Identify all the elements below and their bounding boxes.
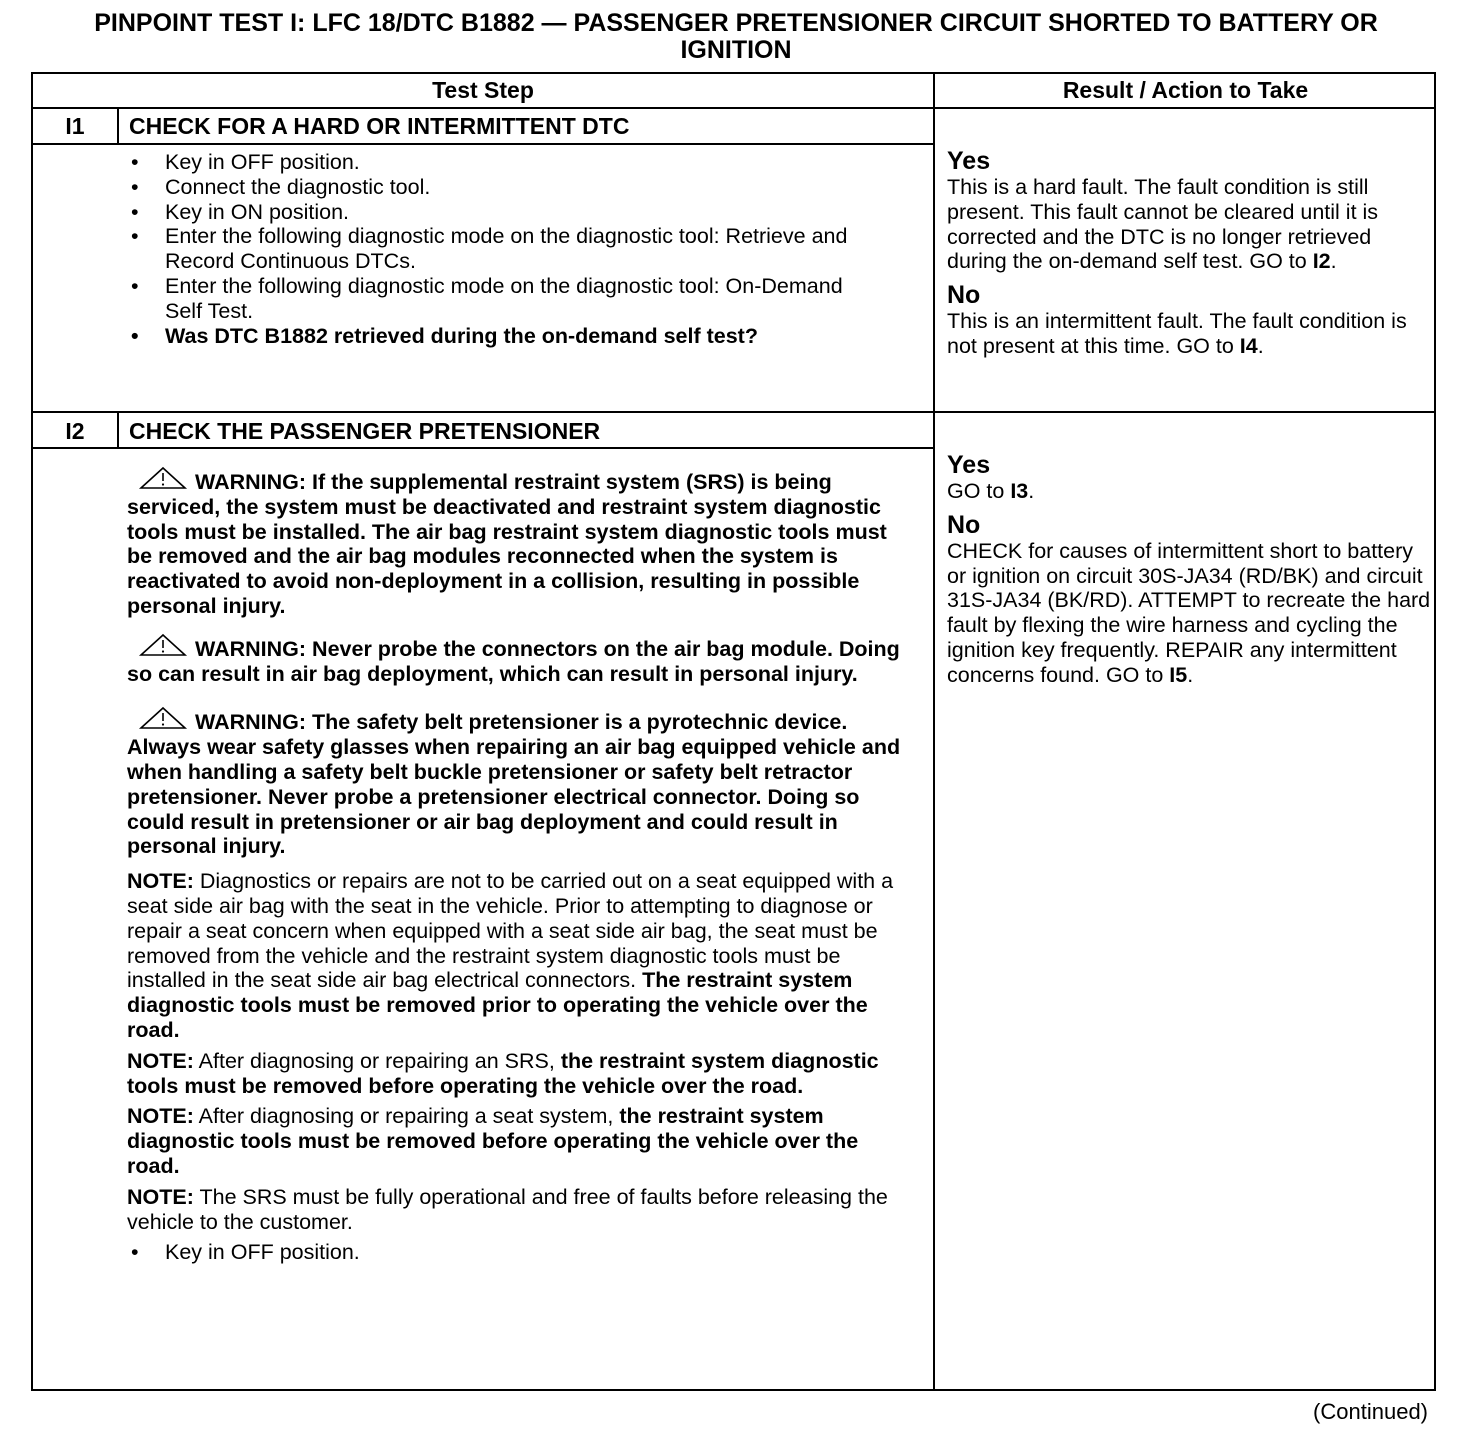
step-i1-yes-action: This is a hard fault. The fault condition is still present. This fault cannot be cleared until it is corrected and the DTC is no longer retrieved during the on-demand self test. GO to	[947, 175, 1379, 274]
step-i1-yes-target: I2	[1312, 249, 1331, 274]
step-i1-title: CHECK FOR A HARD OR INTERMITTENT DTC	[129, 113, 630, 139]
step-i1-result	[947, 148, 1431, 359]
warning-connectors	[127, 633, 903, 687]
step-i1-no-target: I4	[1239, 333, 1258, 358]
step-i2-no-text: CHECK for causes of intermittent short to battery or ignition on circuit 30S-JA34 (RD/BK) and circuit 31S-JA34 (BK/RD). ATTEMPT to recreate the hard fault by flexing the wire harness and cycling the ignition key frequently. REPAIR any intermittent concerns found. GO to I5.	[947, 538, 1431, 687]
note-text: Diagnostics or repairs are not to be carried out on a seat equipped with a seat side air bag with the seat in the vehicle. Prior to attempting to diagnose or repair a seat concern when equipped with a seat side air bag, the seat must be removed from the vehicle and the restraint system diagnostic tools must be installed in the seat side air bag electrical connectors.	[127, 869, 894, 993]
note-seat-repair	[127, 1104, 903, 1178]
note-text: After diagnosing or repairing an SRS,	[193, 1048, 561, 1073]
note-srs-operational	[127, 1185, 903, 1235]
step-i2-body	[127, 466, 903, 1265]
warning-srs-text: WARNING: If the supplemental restraint system (SRS) is being serviced, the system must be deactivated and restraint system diagnostic tools must be installed. The air bag restraint system diagnostic tools must be removed and the air bag modules reconnected when the system is reactivated to avoid non-deployment in a collision, resulting in possible personal injury.	[127, 470, 887, 618]
warning-triangle-icon	[137, 466, 189, 490]
warning-triangle-icon	[137, 633, 189, 657]
note-text: After diagnosing or repairing a seat system,	[193, 1104, 620, 1129]
note-srs-repair	[127, 1049, 903, 1099]
step-i1-bullet: • Key in ON position.	[127, 200, 917, 225]
column-divider	[933, 72, 935, 1391]
step-i1-bullet: • Enter the following diagnostic mode on the diagnostic tool: On-Demand Self Test.	[127, 274, 917, 324]
step-i1-question: • Was DTC B1882 retrieved during the on-demand self test?	[127, 324, 917, 349]
step-i2-id: I2	[65, 418, 85, 444]
step-i1-bullet: • Enter the following diagnostic mode on the diagnostic tool: Retrieve and Record Continuous DTCs.	[127, 224, 917, 274]
note-label: NOTE:	[127, 1048, 194, 1073]
step-separator	[31, 411, 1436, 413]
note-emphasis: the restraint system diagnostic tools must be removed before operating the vehicle over the road.	[127, 1104, 859, 1178]
step-id-divider	[117, 411, 119, 447]
step-i2-no-label: No	[947, 510, 981, 539]
step-i2-title: CHECK THE PASSENGER PRETENSIONER	[129, 418, 601, 444]
step-i2-no-target: I5	[1169, 662, 1188, 687]
step-i1-id: I1	[65, 113, 85, 139]
warning-triangle-icon	[137, 706, 189, 730]
continued-label: (Continued)	[1313, 1399, 1428, 1424]
warning-srs	[127, 466, 903, 619]
header-test-step: Test Step	[432, 77, 534, 103]
step-i1-no-action: This is an intermittent fault. The fault condition is not present at this time. GO to	[947, 309, 1407, 358]
warning-pretensioner	[127, 706, 903, 859]
step-i1-no-label: No	[947, 281, 981, 310]
step-i2-bullet: • Key in OFF position.	[127, 1240, 903, 1265]
step-i2-result	[947, 452, 1431, 688]
page-title: PINPOINT TEST I: LFC 18/DTC B1882 — PASSENGER PRETENSIONER CIRCUIT SHORTED TO BATTERY OR IGNITION	[94, 9, 1378, 64]
step-i1-yes-text: This is a hard fault. The fault condition is still present. This fault cannot be cleared until it is corrected and the DTC is no longer retrieved during the on-demand self test. GO to I2.	[947, 175, 1379, 274]
note-text: The SRS must be fully operational and free of faults before releasing the vehicle to the customer.	[127, 1184, 888, 1234]
header-result-action: Result / Action to Take	[1062, 77, 1309, 103]
step-i1-title-divider	[31, 143, 933, 145]
step-i1-bullet: • Key in OFF position.	[127, 150, 917, 175]
note-seat-side-airbag	[127, 869, 903, 1043]
step-i2-yes-action: GO to	[947, 479, 1011, 503]
step-i1-body	[127, 150, 917, 348]
step-i2-title-divider	[31, 447, 933, 449]
header-divider	[31, 107, 1436, 109]
step-i2-yes-target: I3	[1010, 479, 1029, 503]
step-i1-no-text: This is an intermittent fault. The fault condition is not present at this time. GO to I4.	[947, 309, 1407, 358]
step-i1-yes-label: Yes	[947, 147, 991, 175]
note-label: NOTE:	[127, 1104, 194, 1129]
step-i2-yes-text: GO to I3.	[947, 479, 1035, 503]
step-i2-no-action: CHECK for causes of intermittent short to battery or ignition on circuit 30S-JA34 (RD/BK) and circuit 31S-JA34 (BK/RD). ATTEMPT to recreate the hard fault by flexing the wire harness and cycling the ignition key frequently. REPAIR any intermittent concerns found. GO to	[947, 538, 1431, 687]
step-i1-bullet: • Connect the diagnostic tool.	[127, 175, 917, 200]
warning-connectors-text: WARNING: Never probe the connectors on the air bag module. Doing so can result in air bag deployment, which can result in personal injury.	[127, 636, 900, 686]
step-id-divider	[117, 107, 119, 143]
note-emphasis: the restraint system diagnostic tools must be removed before operating the vehicle over the road.	[127, 1048, 879, 1098]
note-label: NOTE:	[127, 869, 194, 894]
step-i2-yes-label: Yes	[947, 451, 991, 479]
warning-pretensioner-text: WARNING: The safety belt pretensioner is a pyrotechnic device. Always wear safety glasses when repairing an air bag equipped vehicle and when handling a safety belt buckle pretensioner or safety belt retractor pretensioner. Never probe a pretensioner electrical connector. Doing so could result in pretensioner or air bag deployment and could result in personal injury.	[127, 710, 901, 859]
note-emphasis: The restraint system diagnostic tools must be removed prior to operating the vehicle over the road.	[127, 968, 868, 1042]
note-label: NOTE:	[127, 1184, 194, 1209]
